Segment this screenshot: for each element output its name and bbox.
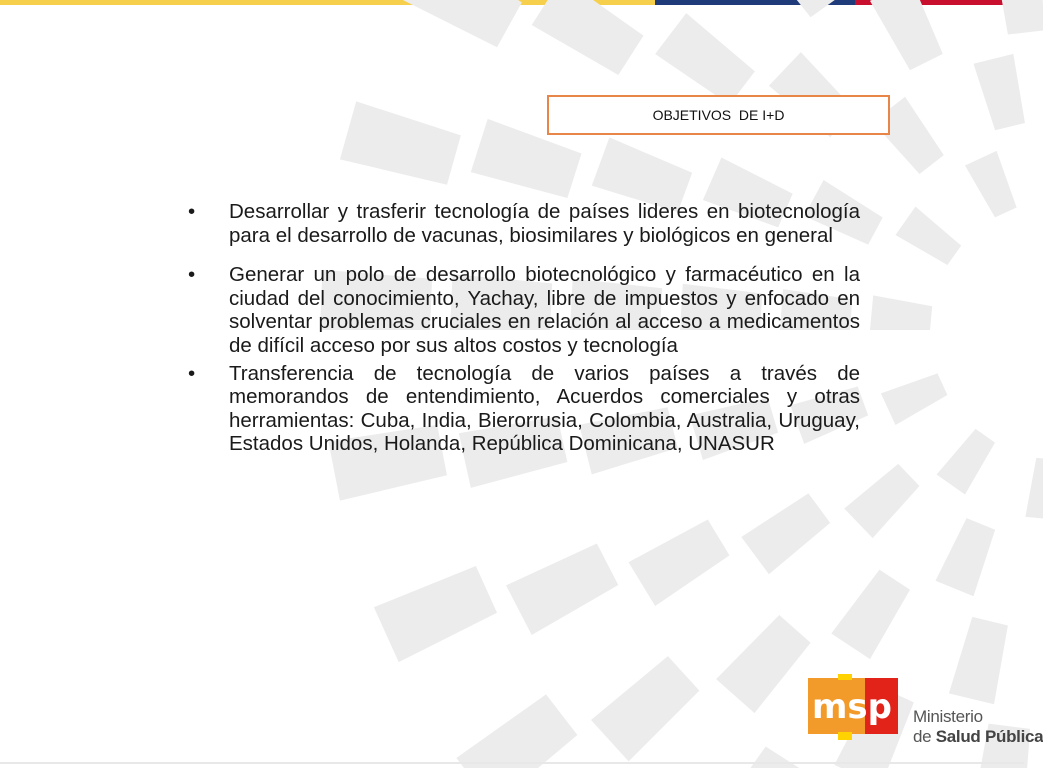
- logo-line-2-prefix: de: [913, 727, 936, 746]
- pattern-tile: [844, 464, 919, 538]
- bullet-icon: •: [188, 263, 196, 287]
- ministry-logo: [808, 674, 1043, 768]
- objective-item-2: [188, 263, 860, 357]
- logo-mark-text: msp: [812, 687, 893, 727]
- logo-line-2-bold: Salud Pública: [935, 727, 1043, 746]
- pattern-tile: [936, 518, 996, 596]
- logo-line-1: Ministerio: [913, 707, 983, 726]
- pattern-tile: [831, 570, 910, 659]
- pattern-tile: [870, 295, 932, 330]
- pattern-tile: [895, 207, 961, 265]
- pattern-tile: [374, 566, 497, 662]
- pattern-tile: [655, 13, 755, 105]
- pattern-tile: [716, 615, 810, 713]
- objective-text: Desarrollar y trasferir tecnología de países lideres en biotecnología para el desarrollo de vacunas, biosimilares y biológicos en general: [229, 200, 860, 247]
- pattern-tile: [708, 746, 805, 768]
- section-title-box: [547, 95, 890, 135]
- pattern-tile: [1025, 458, 1043, 520]
- pattern-tile: [870, 0, 943, 70]
- pattern-tile: [340, 101, 461, 184]
- pattern-tile: [629, 520, 730, 606]
- bottom-divider: [0, 762, 1024, 764]
- pattern-tile: [754, 0, 844, 17]
- pattern-tile: [973, 54, 1025, 130]
- objective-item-1: [188, 200, 860, 247]
- bullet-icon: •: [188, 361, 196, 385]
- bullet-icon: •: [188, 200, 196, 223]
- logo-tagline: [913, 707, 1043, 747]
- pattern-tile: [399, 0, 522, 47]
- pattern-tile: [994, 0, 1043, 35]
- objective-text: Transferencia de tecnología de varios países a través de memorandos de entendimiento, Acuerdos comerciales y otras herramientas: Cuba, India, Bierorrusia, Colombia, Australia, Uruguay, Estados Unidos, Holanda, República Dominicana, UNASUR: [229, 361, 860, 456]
- pattern-tile: [965, 151, 1017, 218]
- objectives-list: [188, 200, 860, 456]
- pattern-tile: [506, 544, 618, 635]
- pattern-tile: [741, 493, 830, 574]
- pattern-tile: [591, 656, 699, 761]
- pattern-tile: [881, 373, 948, 425]
- pattern-tile: [937, 429, 995, 495]
- objective-item-3: [188, 362, 860, 456]
- msp-logo-icon: [808, 674, 898, 740]
- logo-line-2: [913, 727, 1043, 747]
- objective-text: Generar un polo de desarrollo biotecnológico y farmacéutico en la ciudad del conocimiento, Yachay, libre de impuestos y enfocado en solventar problemas cruciales en relación al acceso a medicamentos de difícil acceso por sus altos costos y tecnología: [229, 263, 860, 357]
- pattern-tile: [456, 694, 577, 768]
- pattern-tile: [532, 0, 644, 75]
- section-title: OBJETIVOS DE I+D: [652, 107, 785, 123]
